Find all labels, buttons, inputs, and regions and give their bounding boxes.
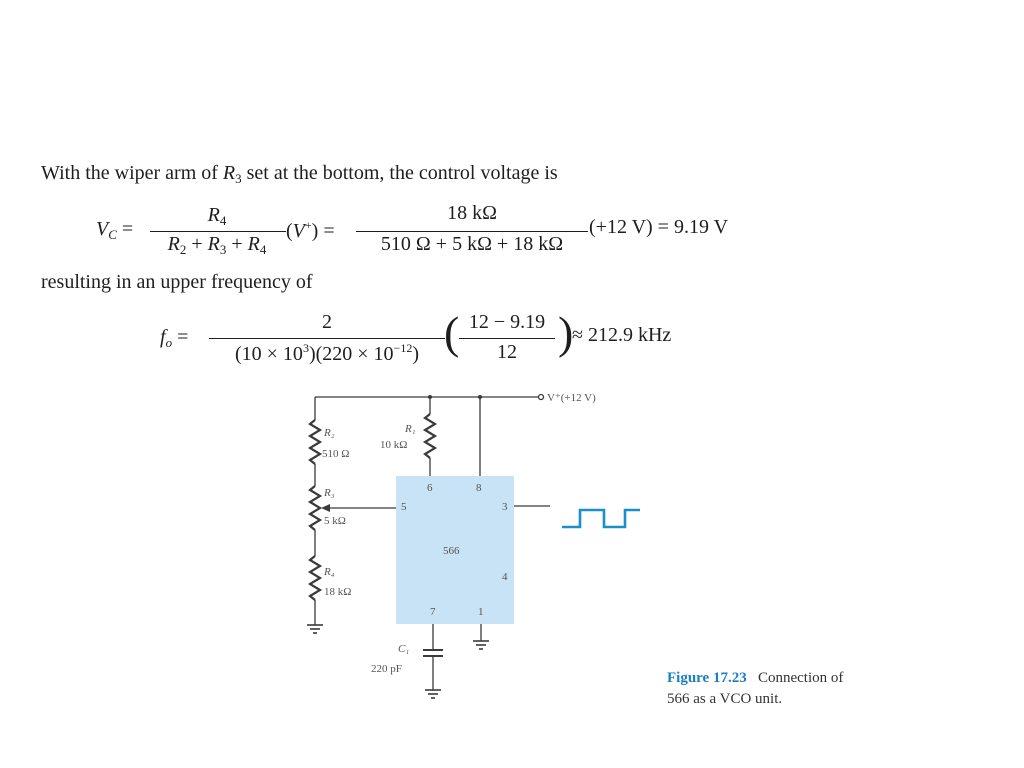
- ground-c1: [425, 690, 441, 698]
- eq2-frac1-denominator: $(10 \times 10^3)(220 \times 10^{-12})$: [234, 341, 419, 365]
- pin-6-label: 6: [427, 482, 433, 494]
- intro-text: With the wiper arm of $R_3$ set at the bottom, the control voltage is: [41, 162, 558, 186]
- r3-value: 5 kΩ: [324, 515, 346, 527]
- r4-name: R₄: [324, 566, 335, 578]
- r4-value: 18 kΩ: [324, 586, 352, 598]
- eq2-right-paren: ): [558, 307, 574, 358]
- caption-line1: Connection of: [757, 670, 844, 686]
- ic-label: 566: [443, 545, 460, 557]
- pin-3-label: 3: [502, 501, 508, 513]
- resistor-r2: [310, 420, 320, 464]
- eq2-left-paren: (: [444, 307, 460, 358]
- eq1-result: (+12 V) = 9.19 V: [589, 216, 729, 238]
- caption-line2: 566 as a VCO unit.: [667, 691, 783, 707]
- eq1-supply-term: (V+) =: [286, 218, 335, 242]
- eq1-frac2-denominator: 510 Ω + 5 kΩ + 18 kΩ: [380, 233, 564, 255]
- resistor-r4: [310, 556, 320, 600]
- wiper-arrow: [321, 504, 330, 512]
- eq2-frac1-numerator: 2: [322, 311, 332, 333]
- eq1-frac1-denominator: $R_2 + R_3 + R_4$: [167, 233, 267, 257]
- pin-1-label: 1: [478, 606, 484, 618]
- figure-label: Figure 17.23: [667, 670, 747, 686]
- r2-value: 510 Ω: [322, 448, 350, 460]
- supply-label: V⁺(+12 V): [547, 392, 596, 404]
- output-square-wave: [562, 510, 640, 527]
- ground-r4: [307, 625, 323, 633]
- c1-name: C₁: [398, 643, 410, 655]
- pin-5-label: 5: [401, 501, 407, 513]
- eq2-frac2-numerator: 12 − 9.19: [468, 311, 546, 333]
- eq1-lhs: $V_C$ =: [96, 218, 134, 242]
- figure-caption: [667, 668, 843, 710]
- pin-8-label: 8: [476, 482, 482, 494]
- eq1-frac2-numerator: 18 kΩ: [447, 202, 497, 224]
- resistor-r3: [310, 486, 320, 530]
- pin-7-label: 7: [430, 606, 436, 618]
- r1-value: 10 kΩ: [380, 439, 408, 451]
- eq2-frac2-denominator: 12: [497, 341, 517, 363]
- resistor-r1: [425, 414, 435, 458]
- eq2-result: ≈ 212.9 kHz: [572, 324, 672, 346]
- r1-name: R₁: [405, 423, 416, 435]
- ground-pin1: [473, 641, 489, 649]
- c1-value: 220 pF: [371, 663, 402, 675]
- pin-4-label: 4: [502, 571, 508, 583]
- eq1-frac1-numerator: $R_4$: [207, 204, 227, 228]
- mid-text: resulting in an upper frequency of: [41, 271, 313, 293]
- eq2-lhs: $f_o$ =: [160, 326, 189, 350]
- r3-name: R₃: [324, 487, 335, 499]
- r2-name: R₂: [324, 427, 335, 439]
